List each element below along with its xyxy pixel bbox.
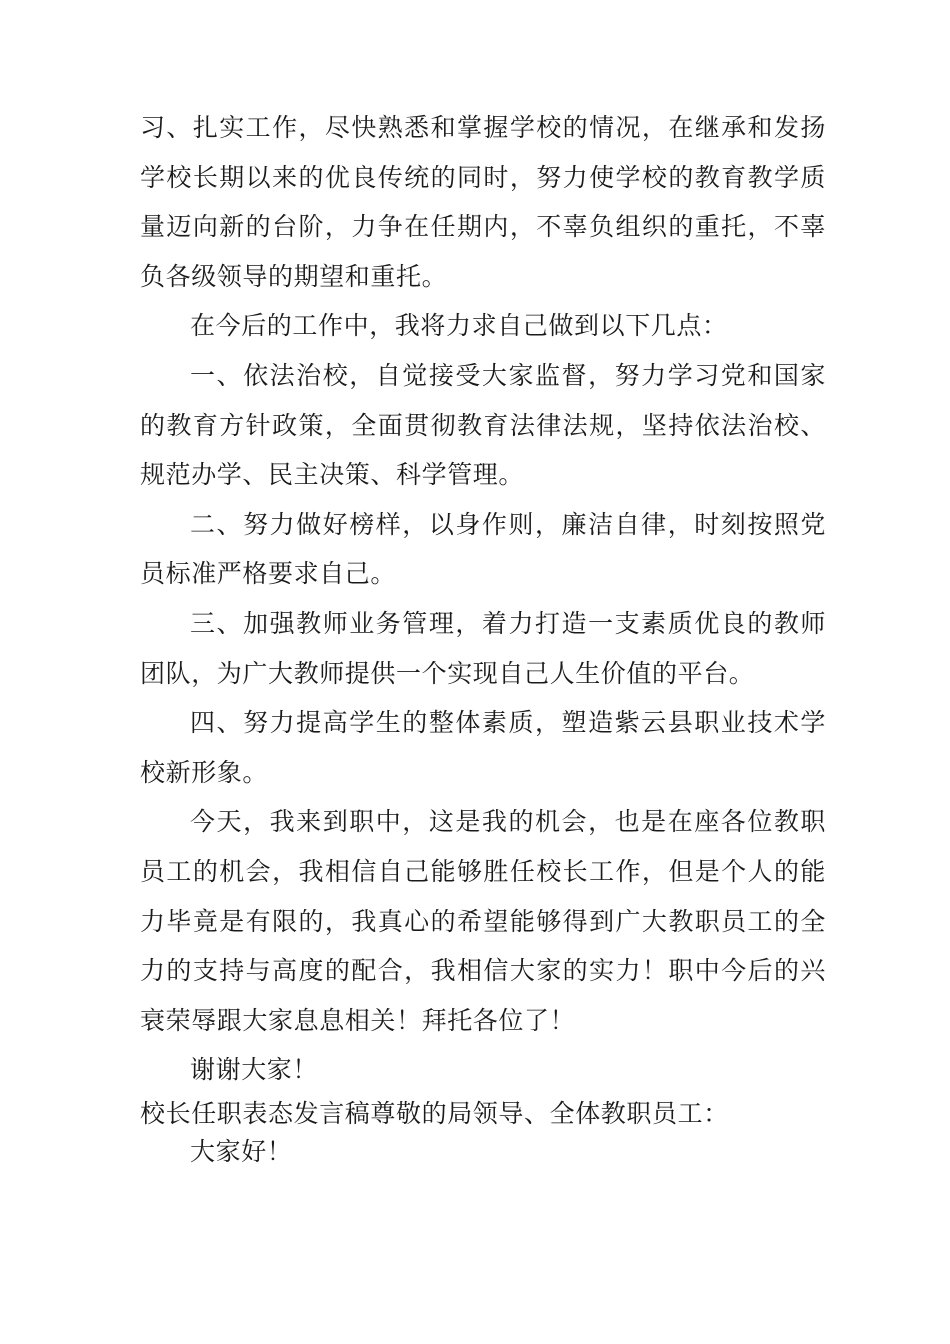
paragraph-point-one: 一、依法治校，自觉接受大家监督，努力学习党和国家的教育方针政策，全面贯彻教育法律法规，坚持依法治校、规范办学、民主决策、科学管理。 <box>140 360 826 490</box>
paragraph-point-three: 三、加强教师业务管理，着力打造一支素质优良的教师团队，为广大教师提供一个实现自己人生价值的平台。 <box>140 608 826 688</box>
paragraph-new-speech-heading: 校长任职表态发言稿尊敬的局领导、全体教职员工： <box>140 1098 729 1128</box>
paragraph-intro-points: 在今后的工作中，我将力求自己做到以下几点： <box>190 311 728 341</box>
paragraph-point-two: 二、努力做好榜样，以身作则，廉洁自律，时刻按照党员标准严格要求自己。 <box>140 509 826 589</box>
paragraph-closing: 今天，我来到职中，这是我的机会，也是在座各位教职员工的机会，我相信自己能够胜任校长工作，但是个人的能力毕竟是有限的，我真心的希望能够得到广大教职员工的全力的支持与高度的配合，我相信大家的实力！职中今后的兴衰荣辱跟大家息息相关！拜托各位了！ <box>140 807 826 1035</box>
paragraph-thanks: 谢谢大家！ <box>190 1055 319 1085</box>
paragraph-continuation: 习、扎实工作，尽快熟悉和掌握学校的情况，在继承和发扬学校长期以来的优良传统的同时，努力使学校的教育教学质量迈向新的台阶，力争在任期内，不辜负组织的重托，不辜负各级领导的期望和重托。 <box>140 113 826 291</box>
paragraph-greeting: 大家好！ <box>190 1136 293 1166</box>
paragraph-point-four: 四、努力提高学生的整体素质，塑造紫云县职业技术学校新形象。 <box>140 708 826 787</box>
document-body <box>140 103 826 1171</box>
